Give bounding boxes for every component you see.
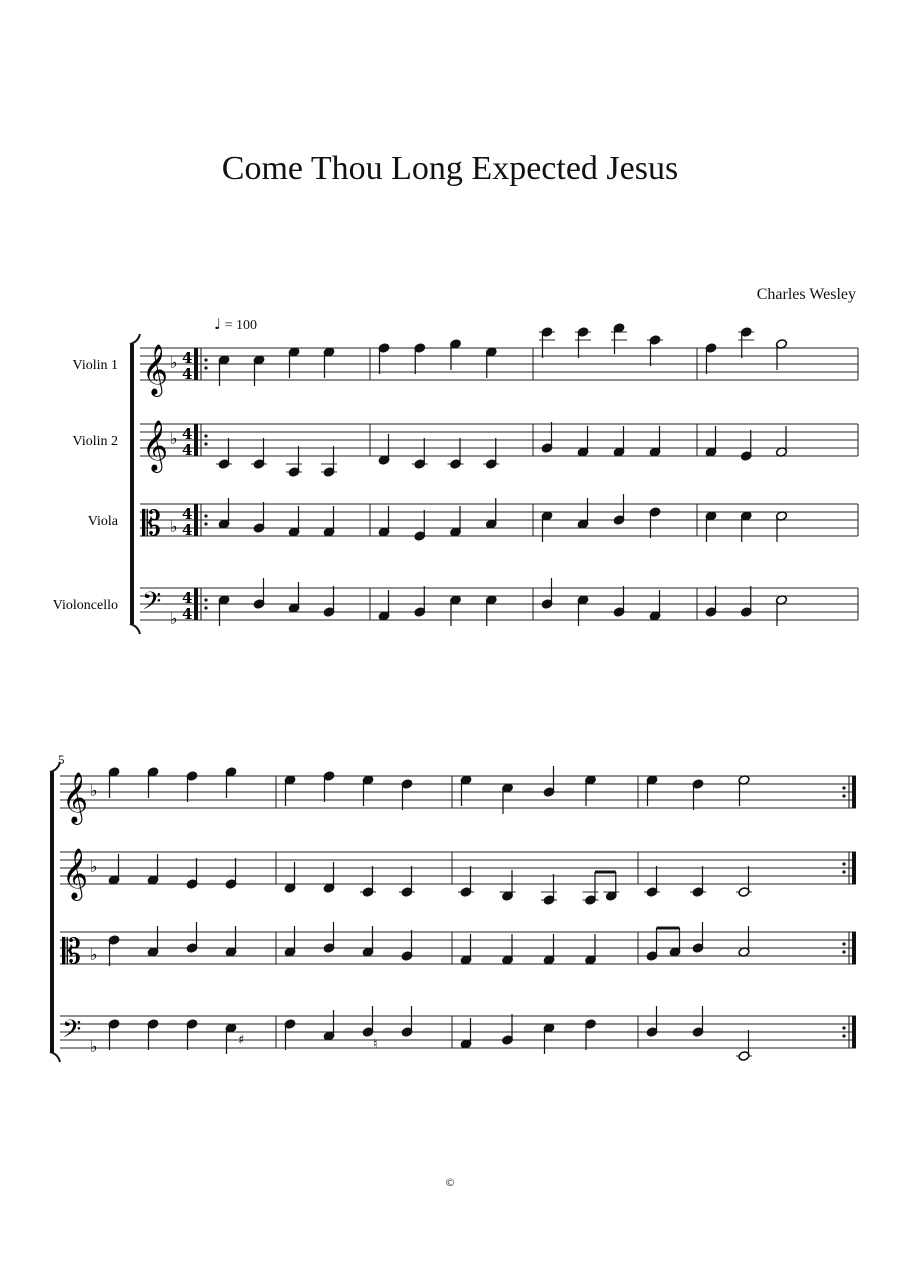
time-signature-bottom: 4 bbox=[182, 441, 193, 459]
flat-icon: ♭ bbox=[90, 781, 98, 800]
copyright-notice: © bbox=[444, 1176, 456, 1189]
repeat-dot bbox=[204, 442, 207, 445]
flat-icon: ♭ bbox=[170, 353, 178, 372]
time-signature-bottom: 4 bbox=[182, 365, 193, 383]
repeat-dot bbox=[204, 522, 207, 525]
time-signature-bottom: 4 bbox=[182, 521, 193, 539]
flat-icon: ♭ bbox=[170, 429, 178, 448]
measure-number: 5 bbox=[58, 752, 65, 767]
repeat-dot bbox=[842, 794, 845, 797]
repeat-dot bbox=[204, 358, 207, 361]
flat-icon: ♭ bbox=[170, 609, 178, 628]
alto-clef: 𝄡 bbox=[62, 932, 81, 972]
repeat-dot bbox=[204, 598, 207, 601]
repeat-dot bbox=[204, 514, 207, 517]
treble-clef: 𝄞 bbox=[142, 344, 169, 395]
repeat-dot bbox=[204, 606, 207, 609]
repeat-dot bbox=[842, 1034, 845, 1037]
flat-icon: ♭ bbox=[90, 857, 98, 876]
treble-clef: 𝄞 bbox=[62, 772, 89, 823]
time-signature-top: 4 bbox=[182, 505, 193, 523]
instrument-name: Violoncello bbox=[52, 598, 118, 613]
repeat-dot bbox=[842, 786, 845, 789]
quarter-note-icon: ♩ bbox=[214, 315, 222, 333]
repeat-dot bbox=[204, 434, 207, 437]
repeat-dot bbox=[842, 870, 845, 873]
bass-clef: 𝄢 bbox=[142, 587, 162, 622]
flat-icon: ♭ bbox=[170, 517, 178, 536]
repeat-dot bbox=[204, 366, 207, 369]
tempo-value: = 100 bbox=[224, 318, 257, 333]
bracket-bottom bbox=[130, 624, 140, 634]
page-title: Come Thou Long Expected Jesus bbox=[221, 150, 679, 187]
instrument-name: Violin 2 bbox=[72, 434, 118, 449]
repeat-dot bbox=[842, 1026, 845, 1029]
bracket-top bbox=[50, 762, 60, 772]
repeat-dot bbox=[842, 942, 845, 945]
treble-clef: 𝄞 bbox=[142, 420, 169, 471]
time-signature-top: 4 bbox=[182, 349, 193, 367]
time-signature-top: 4 bbox=[182, 425, 193, 443]
sharp-icon: ♯ bbox=[238, 1033, 245, 1048]
time-signature-bottom: 4 bbox=[182, 605, 193, 623]
instrument-name: Violin 1 bbox=[72, 358, 118, 373]
bracket-bottom bbox=[50, 1052, 60, 1062]
alto-clef: 𝄡 bbox=[142, 504, 161, 544]
treble-clef: 𝄞 bbox=[62, 848, 89, 899]
flat-icon: ♭ bbox=[90, 1037, 98, 1056]
repeat-dot bbox=[842, 950, 845, 953]
instrument-name: Viola bbox=[87, 514, 118, 529]
composer-name: Charles Wesley bbox=[756, 286, 856, 303]
bass-clef: 𝄢 bbox=[62, 1015, 82, 1050]
time-signature-top: 4 bbox=[182, 589, 193, 607]
repeat-dot bbox=[842, 862, 845, 865]
bracket-top bbox=[130, 334, 140, 344]
system-1 bbox=[53, 323, 858, 634]
system-2 bbox=[50, 762, 856, 1062]
natural-icon: ♮ bbox=[373, 1037, 378, 1052]
flat-icon: ♭ bbox=[90, 945, 98, 964]
